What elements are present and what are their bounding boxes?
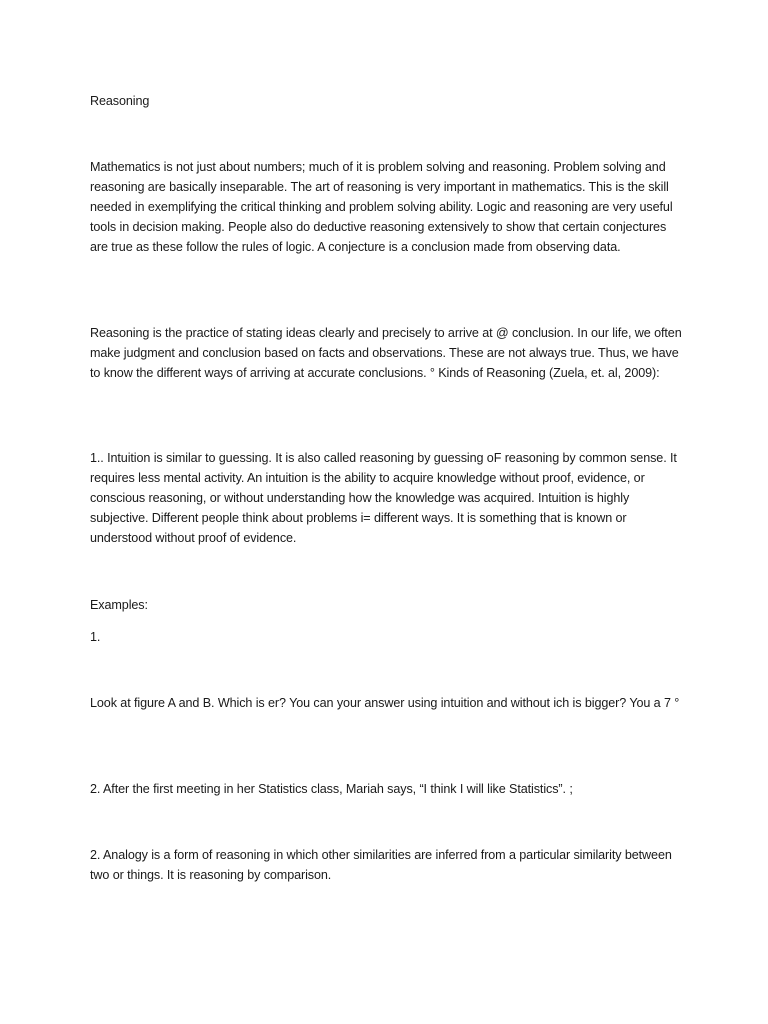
example-statistics-class: 2. After the first meeting in her Statistics class, Mariah says, “I think I will like Statistics”. ;	[90, 782, 573, 796]
paragraph-intuition: 1.. Intuition is similar to guessing. It is also called reasoning by guessing oF reasoning by common sense. It requires less mental activity. An intuition is the ability to acquire knowledge without proof, evidence, or conscious reasoning, or without understanding how the knowledge was acquired. Intuition is highly subjective. Different people think about problems i= different ways. It is something that is known or understood without proof of evidence.	[90, 451, 677, 545]
paragraph-intro: Mathematics is not just about numbers; much of it is problem solving and reasoning. Problem solving and reasoning are basically inseparable. The art of reasoning is very important in mathematics. This is the skill needed in exemplifying the critical thinking and problem solving ability. Logic and reasoning are very useful tools in decision making. People also do deductive reasoning extensively to show that certain conjectures are true as these follow the rules of logic. A conjecture is a conclusion made from observing data.	[90, 160, 673, 254]
example-number: 1.	[90, 630, 101, 644]
examples-heading: Examples:	[90, 598, 148, 612]
paragraph-analogy: 2. Analogy is a form of reasoning in which other similarities are inferred from a particular similarity between two or things. It is reasoning by comparison.	[90, 848, 672, 882]
document-page	[90, 92, 682, 882]
document-title: Reasoning	[90, 94, 150, 108]
example-figure-question: Look at figure A and B. Which is er? You can your answer using intuition and without ich is bigger? You a 7 °	[90, 696, 680, 710]
paragraph-reasoning-definition: Reasoning is the practice of stating ideas clearly and precisely to arrive at @ conclusion. In our life, we often make judgment and conclusion based on facts and observations. These are not always true. Thus, we have to know the different ways of arriving at accurate conclusions. ° Kinds of Reasoning (Zuela, et. al, 2009):	[90, 326, 682, 380]
